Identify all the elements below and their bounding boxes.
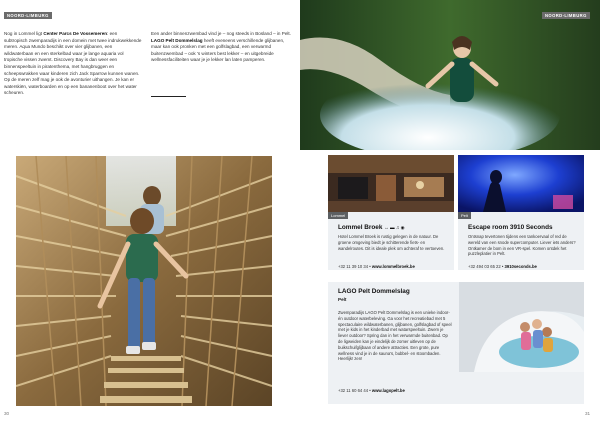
- page-number-right: 31: [585, 411, 591, 416]
- card-escape-room: [458, 155, 584, 270]
- card2-title: Escape room 3910 Seconds: [468, 224, 553, 231]
- card3-phone: +32 11 60 64 44: [338, 388, 369, 393]
- card1-contact: [338, 264, 452, 269]
- col2-bold: LAGO Pelt Dommelslag: [151, 37, 203, 43]
- section-tag-right: NOORD-LIMBURG: [542, 12, 590, 19]
- card3-url-link[interactable]: www.lagopelt.be: [371, 388, 405, 393]
- card2-url-link[interactable]: 3910seconds.be: [504, 264, 537, 269]
- intro-column-2: [151, 31, 291, 64]
- card1-url-link[interactable]: www.lommelbroek.be: [371, 264, 415, 269]
- card-lago-pelt: [328, 282, 584, 404]
- card1-title: Lommel Broek: [338, 224, 383, 231]
- card3-subtitle: Pelt: [338, 297, 347, 302]
- card1-title-row: [338, 224, 450, 231]
- card1-phone: +32 11 39 10 34: [338, 264, 369, 269]
- intro-bold: Center Parcs De Vossemeren: [43, 31, 108, 36]
- page-number-left: 30: [4, 411, 10, 416]
- card2-sep: •: [501, 264, 504, 269]
- col2-plain: Een ander binnenzwembad vind je – nog steeds in Bosland – in Pelt.: [151, 31, 291, 36]
- card2-text: Ontsnap tevertonen tijdens een tankoervaal of red de wereld van een snode supercomputer. Liever iets anders? Ontkamer de bom in een VR-spel. Komen ontdek het puzzleplatier in Pelt.: [468, 234, 576, 257]
- card3-text: Zwemparadijs LAGO Pelt Dommelslag is een unieke indoor- én outdoor waterbeleving. Ga voor het recreatiebad met 5 spectaculaire wildwaterbanen, glijbanen, golfslagbad of speel met je kids in het kinderbad met watarspeeltuin. Zwem je liever outdoor? Spring dan in het verwarmde buitenbad. Op de ligweiden kan je eindelijk de zomer uitleven op de buikschuifglijbaan of andere attracties. Een grote, pure wellness vind je in de sauna's, bubbel- en stoombaden. Heerlijk! zen!: [338, 310, 452, 362]
- card1-sep: •: [369, 264, 371, 269]
- photo-label-pelt: Pelt: [458, 212, 471, 219]
- card2-phone: +32 494 03 65 22: [468, 264, 501, 269]
- lago-slide-photo: [459, 282, 584, 372]
- intro-rest: : een subtropisch zwemparadijs in een domein met twee indrukwekkende meren. Aqua Mundo beschikt over vier glijbanen, een wildwaterbaan en een sterkelbad waar je lange aquaria vol tropische vissen zwemt. Discovery Bay is dan weer een binnenspeeltuin in piratenthema, met hangbruggen en scheepswrakken waar kinderen zich Jack Sparrow kunnen wanen. Op de meren zelf mag je ook de avonturier uithangen. Je kan er waterskiën, waterboarden en op een bananenboot over het water scheuren.: [4, 31, 142, 96]
- col2-rest: heeft eveneens verschillende glijbanen, maar kan ook pronken met een golfslagbad, een verwarmd buitenzwembad – ook 's winters best lekker – en uitgebreide wellnessfaciliteiten waar je je lekker lan laten pamperen.: [151, 37, 285, 63]
- intro-plain: Nog in Lommel ligt: [4, 31, 44, 36]
- rope-bridge-photo: [16, 156, 272, 406]
- card1-text: Hotel Lommel Broek is rustig gelegen in de natuur. De groene omgeving biedt je schitterende fiets- en wandelroutes. Dit is ideale plek om achteraf te vertoeven.: [338, 234, 445, 251]
- amenity-icons: ↔ ▬ ♫ ◉: [384, 225, 405, 230]
- card2-contact: [468, 264, 582, 269]
- water-slide-photo: [300, 0, 600, 150]
- escape-room-photo: [458, 155, 584, 212]
- section-tag-left: NOORD-LIMBURG: [4, 12, 52, 19]
- photo-label-lommel: Lommel: [328, 212, 348, 219]
- card3-title: LAGO Pelt Dommelslag: [338, 288, 410, 295]
- card3-contact: [338, 388, 458, 393]
- hotel-photo: [328, 155, 454, 212]
- column-end-rule: [151, 96, 186, 97]
- intro-column-1: [4, 31, 142, 97]
- card-lommel-broek: [328, 155, 454, 270]
- card3-sep: •: [369, 388, 371, 393]
